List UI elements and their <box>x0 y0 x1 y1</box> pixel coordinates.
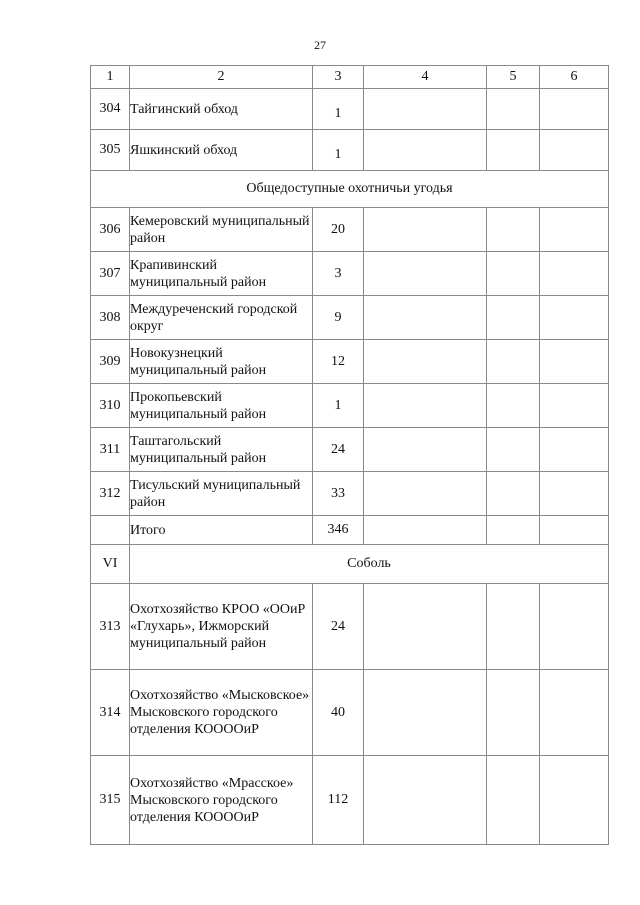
table-row <box>91 208 609 252</box>
total-label: Итого <box>130 516 313 545</box>
empty-cell <box>487 384 540 428</box>
quota-value: 40 <box>313 670 364 756</box>
quota-value: 24 <box>313 428 364 472</box>
total-value: 346 <box>313 516 364 545</box>
empty-cell <box>540 670 609 756</box>
empty-cell <box>487 428 540 472</box>
empty-cell <box>364 130 487 171</box>
column-header: 4 <box>364 66 487 89</box>
quota-value: 112 <box>313 756 364 845</box>
column-header: 2 <box>130 66 313 89</box>
empty-cell <box>540 340 609 384</box>
row-number: 309 <box>91 340 130 384</box>
empty-cell <box>487 670 540 756</box>
area-name: Тайгинский обход <box>130 89 313 130</box>
empty-cell <box>364 516 487 545</box>
empty-cell <box>364 428 487 472</box>
row-number: 306 <box>91 208 130 252</box>
empty-cell <box>364 670 487 756</box>
empty-cell <box>540 584 609 670</box>
table-row <box>91 296 609 340</box>
row-number: 315 <box>91 756 130 845</box>
empty-cell <box>540 89 609 130</box>
quota-value: 3 <box>313 252 364 296</box>
quota-value: 9 <box>313 296 364 340</box>
hunting-quota-table <box>90 65 609 845</box>
empty-cell <box>364 584 487 670</box>
quota-value: 1 <box>313 89 364 130</box>
area-name: Кемеровский муниципальный район <box>130 208 313 252</box>
section-title-sable: Соболь <box>130 545 609 584</box>
row-number: 305 <box>91 130 130 171</box>
table-row <box>91 89 609 130</box>
table-row <box>91 472 609 516</box>
area-name: Междуреченский городской округ <box>130 296 313 340</box>
table-row <box>91 130 609 171</box>
area-name: Охотхозяйство «Мрасское» Мысковского городского отделения КООООиР <box>130 756 313 845</box>
empty-cell <box>540 516 609 545</box>
empty-cell <box>364 296 487 340</box>
empty-cell <box>487 252 540 296</box>
quota-value: 24 <box>313 584 364 670</box>
empty-cell <box>364 340 487 384</box>
quota-value: 1 <box>313 130 364 171</box>
quota-value: 12 <box>313 340 364 384</box>
column-header: 6 <box>540 66 609 89</box>
table-row <box>91 428 609 472</box>
section-row <box>91 171 609 208</box>
row-number: 307 <box>91 252 130 296</box>
column-header: 5 <box>487 66 540 89</box>
column-header-row <box>91 66 609 89</box>
empty-cell <box>487 472 540 516</box>
empty-cell <box>364 384 487 428</box>
empty-cell <box>540 252 609 296</box>
empty-cell <box>364 208 487 252</box>
row-number: 313 <box>91 584 130 670</box>
empty-cell <box>487 516 540 545</box>
empty-cell <box>540 428 609 472</box>
area-name: Яшкинский обход <box>130 130 313 171</box>
empty-cell <box>540 384 609 428</box>
table-row <box>91 670 609 756</box>
empty-cell <box>364 252 487 296</box>
table-row <box>91 384 609 428</box>
area-name: Охотхозяйство КРОО «ООиР «Глухарь», Ижморский муниципальный район <box>130 584 313 670</box>
empty-cell <box>487 89 540 130</box>
empty-cell <box>487 584 540 670</box>
row-number: 312 <box>91 472 130 516</box>
row-number: 311 <box>91 428 130 472</box>
empty-cell <box>540 756 609 845</box>
area-name: Таштагольский муниципальный район <box>130 428 313 472</box>
total-row <box>91 516 609 545</box>
area-name: Прокопьевский муниципальный район <box>130 384 313 428</box>
area-name: Охотхозяйство «Мысковское» Мысковского городского отделения КООООиР <box>130 670 313 756</box>
table-row <box>91 756 609 845</box>
empty-cell <box>487 130 540 171</box>
area-name: Крапивинский муниципальный район <box>130 252 313 296</box>
empty-cell <box>540 208 609 252</box>
empty-cell <box>364 89 487 130</box>
row-number: 314 <box>91 670 130 756</box>
empty-cell <box>364 472 487 516</box>
quota-value: 33 <box>313 472 364 516</box>
page-number: 27 <box>314 38 326 52</box>
empty-cell <box>487 756 540 845</box>
row-number: 304 <box>91 89 130 130</box>
empty-cell <box>540 130 609 171</box>
table-row <box>91 584 609 670</box>
section-title-public-grounds: Общедоступные охотничьи угодья <box>91 171 609 208</box>
empty-cell <box>487 296 540 340</box>
empty-cell <box>540 296 609 340</box>
column-header: 3 <box>313 66 364 89</box>
empty-cell <box>91 516 130 545</box>
empty-cell <box>540 472 609 516</box>
empty-cell <box>487 208 540 252</box>
row-number: 308 <box>91 296 130 340</box>
section-number: VI <box>91 545 130 584</box>
section-row <box>91 545 609 584</box>
area-name: Тисульский муниципальный район <box>130 472 313 516</box>
quota-value: 1 <box>313 384 364 428</box>
table-row <box>91 252 609 296</box>
empty-cell <box>364 756 487 845</box>
empty-cell <box>487 340 540 384</box>
row-number: 310 <box>91 384 130 428</box>
column-header: 1 <box>91 66 130 89</box>
area-name: Новокузнецкий муниципальный район <box>130 340 313 384</box>
table-row <box>91 340 609 384</box>
quota-value: 20 <box>313 208 364 252</box>
